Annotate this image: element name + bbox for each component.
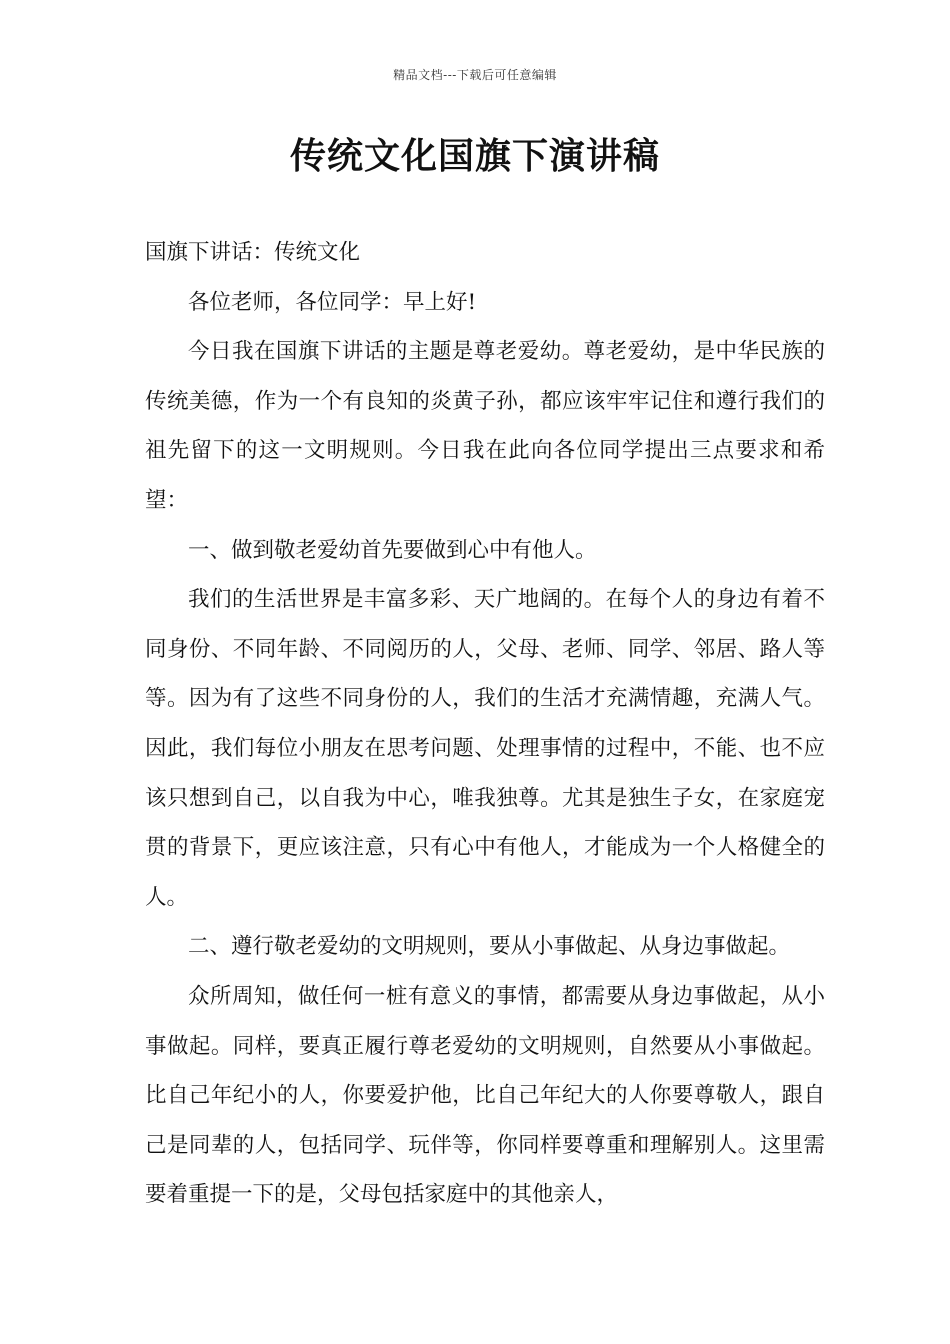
paragraph-greeting: 各位老师，各位同学：早上好! <box>188 289 477 315</box>
document-title: 传统文化国旗下演讲稿 <box>289 135 660 177</box>
paragraph-subtitle: 国旗下讲话：传统文化 <box>145 240 361 265</box>
document-body <box>145 228 825 1220</box>
header-note: 精品文档---下载后可任意编辑 <box>393 68 557 82</box>
paragraph-intro: 今日我在国旗下讲话的主题是尊老爱幼。尊老爱幼，是中华民族的传统美德，作为一个有良知的炎黄子孙，都应该牢牢记住和遵行我们的祖先留下的这一文明规则。今日我在此向各位同学提出三点要求和希望： <box>145 339 825 513</box>
paragraph-point-two-body: 众所周知，做任何一桩有意义的事情，都需要从身边事做起，从小事做起。同样，要真正履行尊老爱幼的文明规则，自然要从小事做起。比自己年纪小的人，你要爱护他，比自己年纪大的人你要尊敬人，跟自己是同辈的人，包括同学、玩伴等，你同样要尊重和理解别人。这里需要着重提一下的是，父母包括家庭中的其他亲人， <box>145 983 825 1208</box>
paragraph-point-two-heading: 二、遵行敬老爱幼的文明规则，要从小事做起、从身边事做起。 <box>188 934 791 960</box>
paragraph-point-one-body: 我们的生活世界是丰富多彩、天广地阔的。在每个人的身边有着不同身份、不同年龄、不同阅历的人，父母、老师、同学、邻居、路人等等。因为有了这些不同身份的人，我们的生活才充满情趣，充满人气。因此，我们每位小朋友在思考问题、处理事情的过程中，不能、也不应该只想到自己，以自我为中心，唯我独尊。尤其是独生子女，在家庭宠贯的背景下，更应该注意，只有心中有他人，才能成为一个人格健全的人。 <box>145 587 825 910</box>
paragraph-point-one-heading: 一、做到敬老爱幼首先要做到心中有他人。 <box>188 537 597 563</box>
